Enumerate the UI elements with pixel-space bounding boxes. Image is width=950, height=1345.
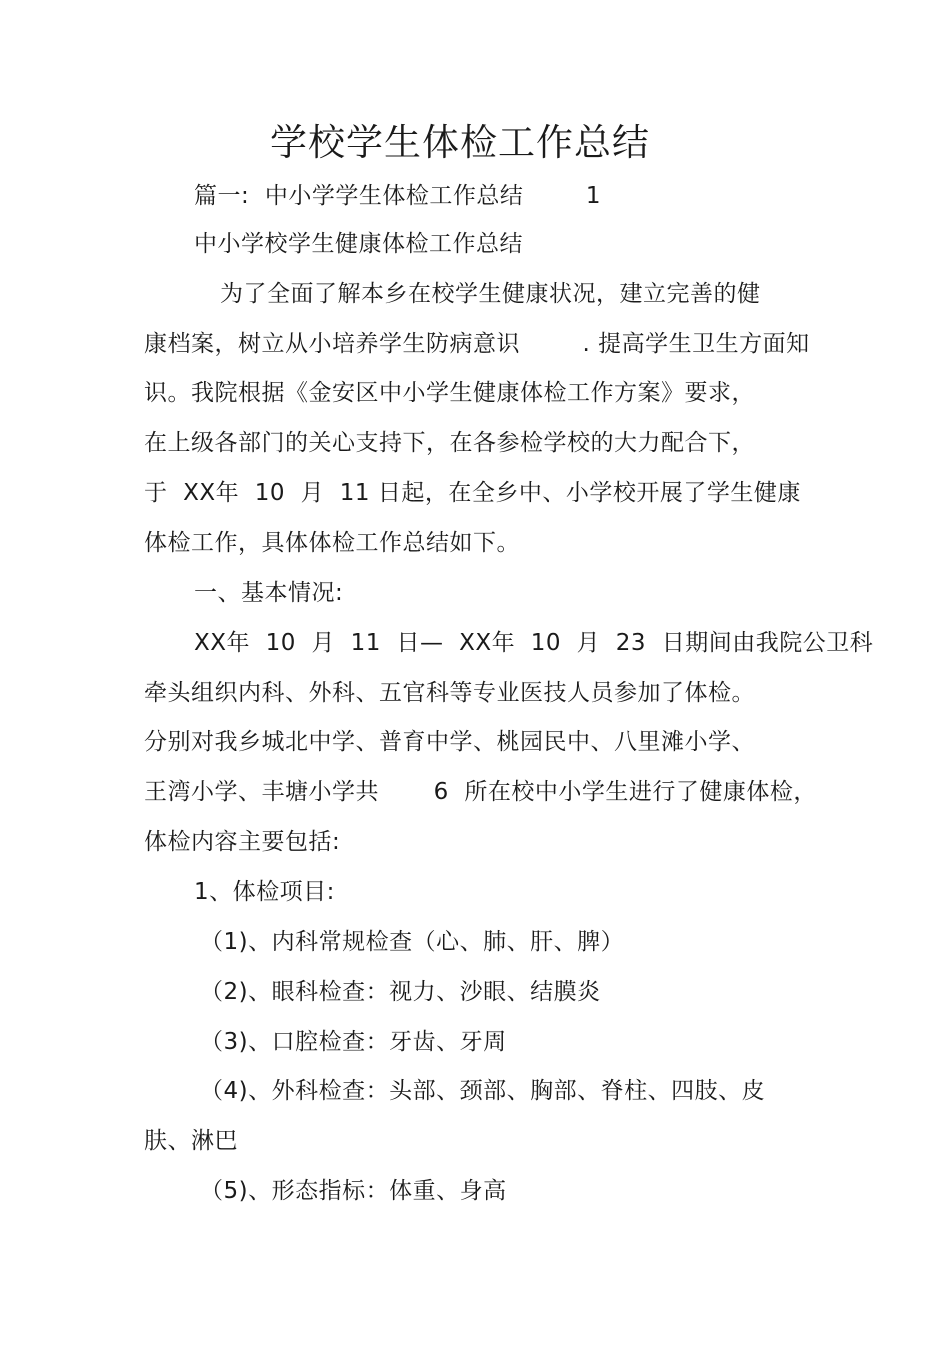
list-item: （4)、外科检查：头部、颈部、胸部、脊柱、四肢、皮 bbox=[200, 1078, 766, 1104]
text-line: 为了全面了解本乡在校学生健康状况，建立完善的健 bbox=[220, 281, 761, 307]
text-line: 体检内容主要包括: bbox=[144, 829, 341, 855]
text-line: 识。我院根据《金安区中小学生健康体检工作方案》要求， bbox=[144, 380, 755, 406]
document-title: 学校学生体检工作总结 bbox=[270, 121, 650, 164]
text-line: 于 XX年 10 月 11 日起，在全乡中、小学校开展了学生健康 bbox=[144, 480, 801, 506]
text-line: 分别对我乡城北中学、普育中学、桃园民中、八里滩小学、 bbox=[144, 729, 755, 755]
list-item-continuation: 肤、淋巴 bbox=[144, 1128, 238, 1154]
text-line: 篇一: 中小学学生体检工作总结 1 bbox=[194, 183, 601, 209]
section-heading: 一、基本情况: bbox=[194, 580, 344, 606]
text-line: XX年 10 月 11 日— XX年 10 月 23 日期间由我院公卫科 bbox=[194, 630, 874, 656]
subsection-heading: 1、体检项目: bbox=[194, 879, 335, 905]
text-line: 牵头组织内科、外科、五官科等专业医技人员参加了体检。 bbox=[144, 680, 755, 706]
text-line: 在上级各部门的关心支持下，在各参检学校的大力配合下， bbox=[144, 430, 755, 456]
text-line: 体检工作，具体体检工作总结如下。 bbox=[144, 530, 520, 556]
text-line: 康档案，树立从小培养学生防病意识 . 提高学生卫生方面知 bbox=[144, 331, 810, 357]
list-item: （1)、内科常规检查（心、肺、肝、脾） bbox=[200, 929, 625, 955]
list-item: （5)、形态指标：体重、身高 bbox=[200, 1178, 507, 1204]
text-line: 王湾小学、丰塘小学共 6 所在校中小学生进行了健康体检， bbox=[144, 779, 817, 805]
list-item: （2)、眼科检查：视力、沙眼、结膜炎 bbox=[200, 979, 601, 1005]
text-line: 中小学校学生健康体检工作总结 bbox=[194, 231, 523, 257]
list-item: （3)、口腔检查：牙齿、牙周 bbox=[200, 1029, 507, 1055]
